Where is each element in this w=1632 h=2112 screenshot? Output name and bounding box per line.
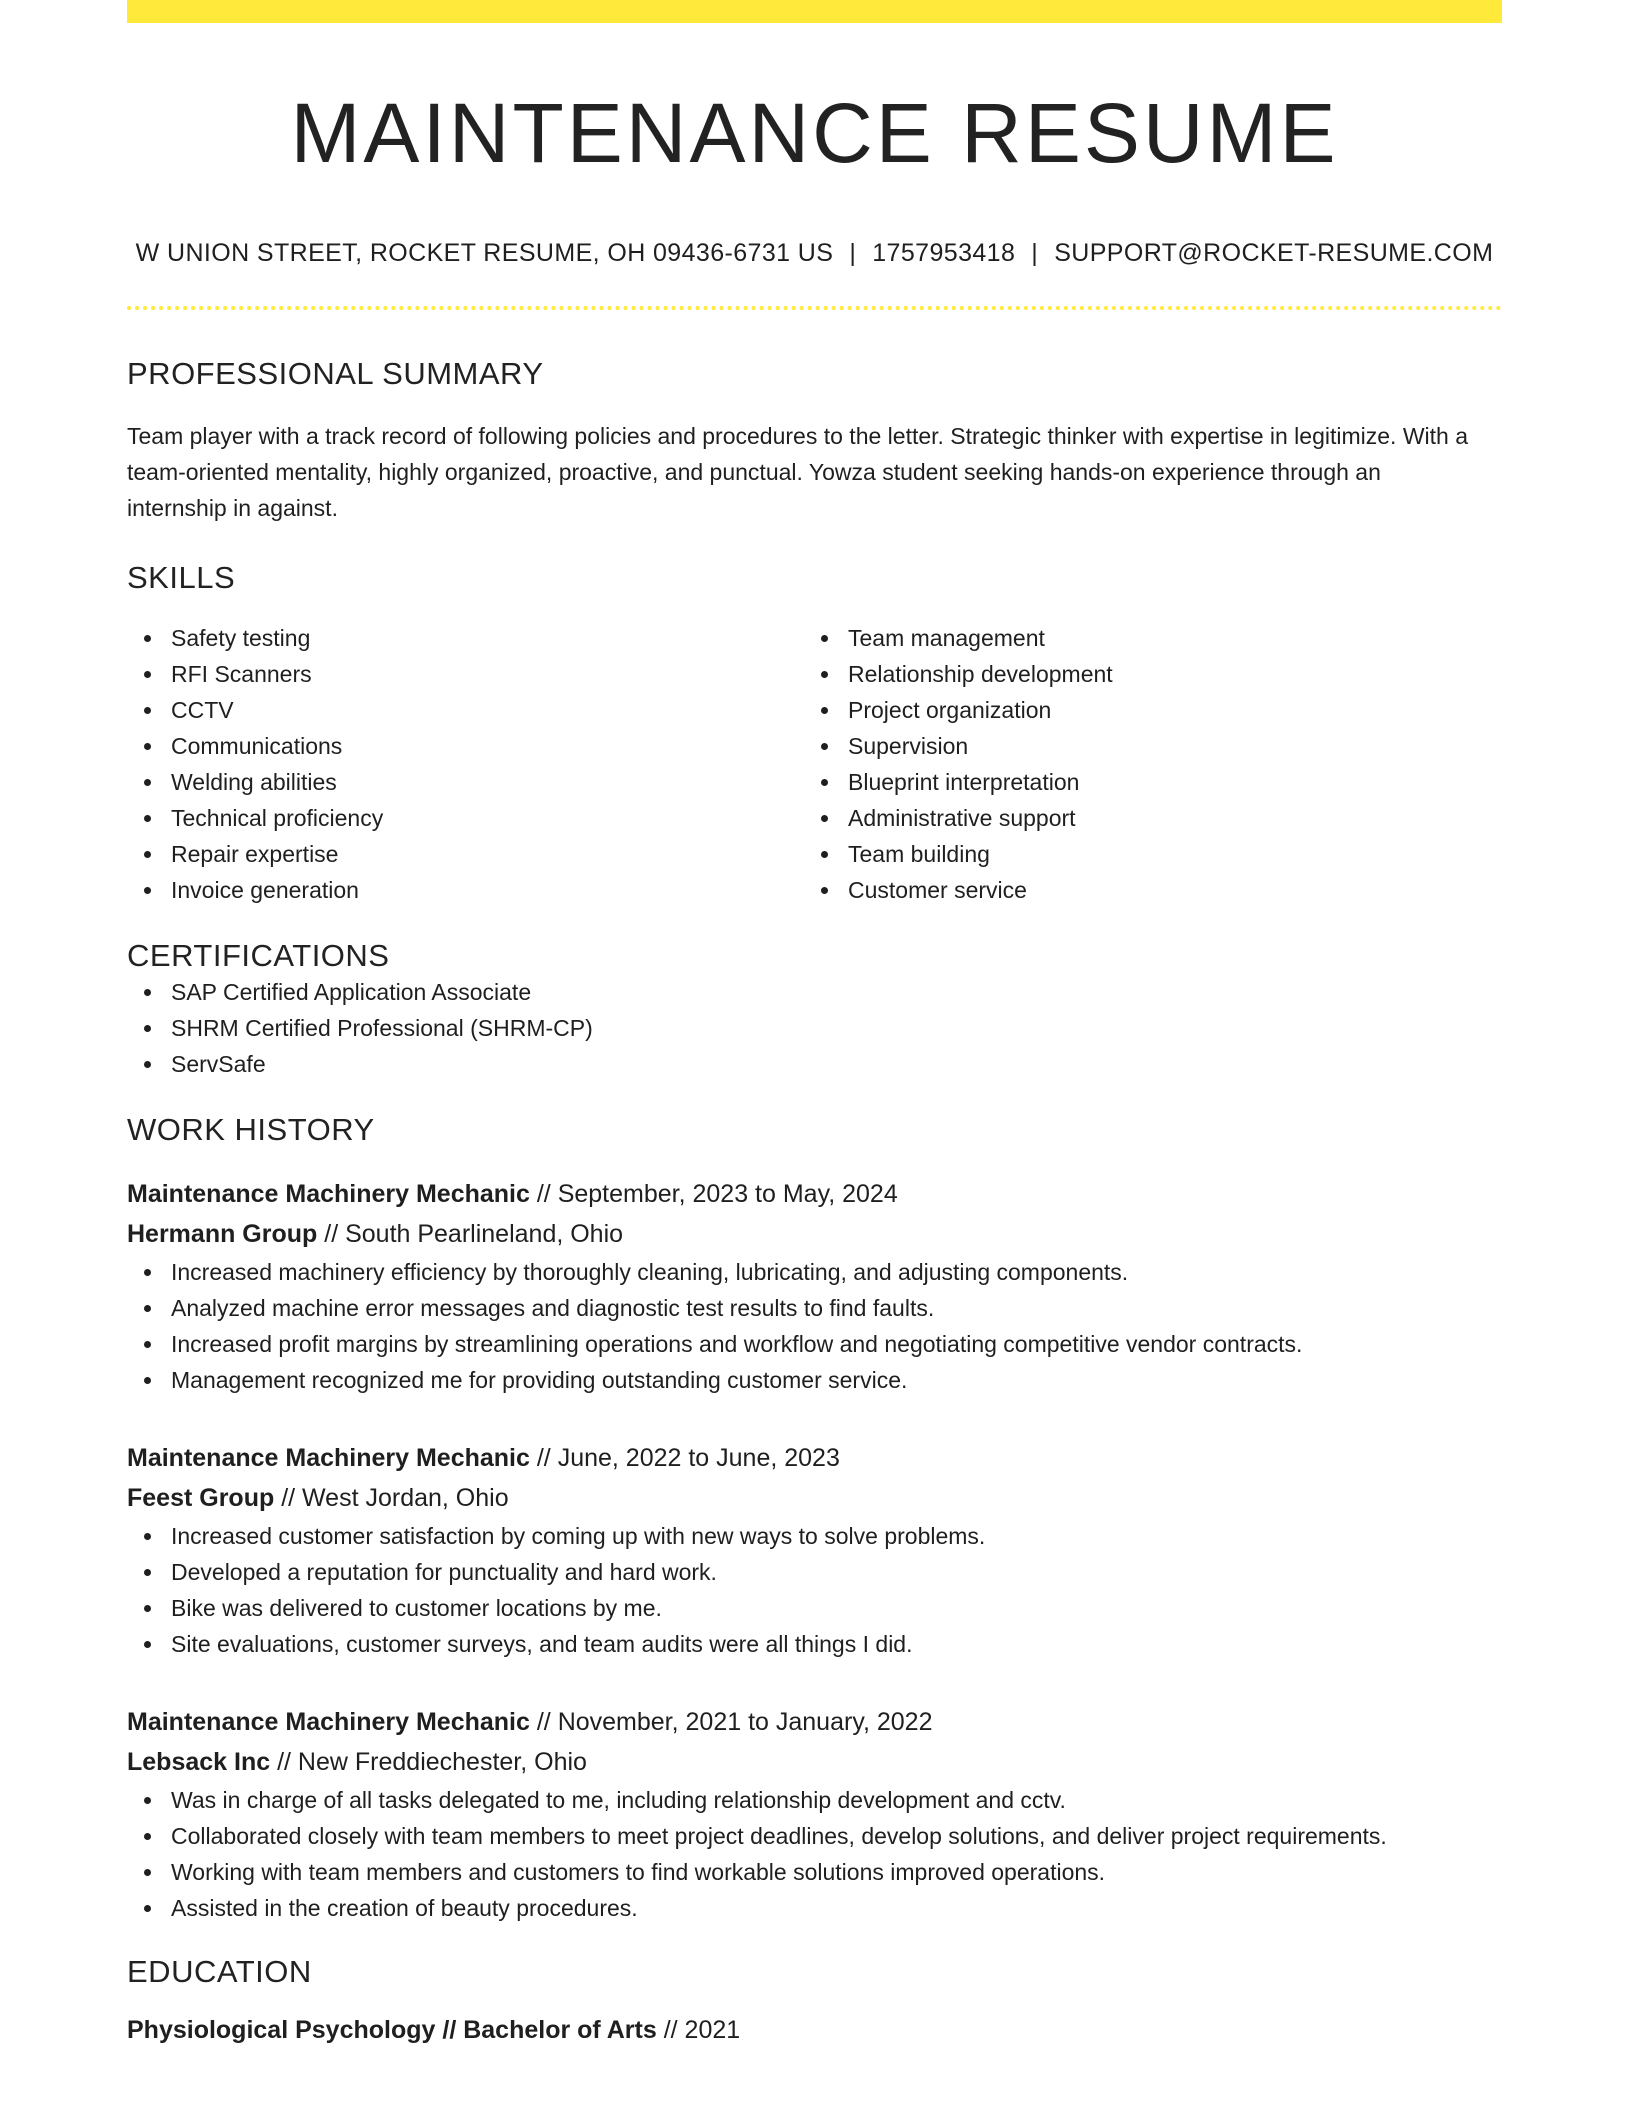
job-duty-item: Developed a reputation for punctuality and hard work. bbox=[171, 1554, 1502, 1590]
skill-item: Technical proficiency bbox=[171, 800, 804, 836]
skill-item: Relationship development bbox=[848, 656, 1481, 692]
skill-item: Communications bbox=[171, 728, 804, 764]
education-heading: EDUCATION bbox=[127, 1954, 312, 1990]
skills-heading: SKILLS bbox=[127, 560, 236, 596]
job-dates: // September, 2023 to May, 2024 bbox=[529, 1180, 898, 1209]
job-duty-item: Working with team members and customers to find workable solutions improved operations. bbox=[171, 1854, 1502, 1890]
skill-item: Blueprint interpretation bbox=[848, 764, 1481, 800]
certification-item: ServSafe bbox=[171, 1046, 1502, 1082]
job-duty-item: Increased machinery efficiency by thoroughly cleaning, lubricating, and adjusting components. bbox=[171, 1254, 1502, 1290]
header-divider bbox=[127, 306, 1502, 310]
job-company-line bbox=[127, 1742, 1502, 1782]
contact-email[interactable]: SUPPORT@ROCKET-RESUME.COM bbox=[1054, 239, 1494, 268]
job-duty-item: Analyzed machine error messages and diagnostic test results to find faults. bbox=[171, 1290, 1502, 1326]
skill-item: Customer service bbox=[848, 872, 1481, 908]
job-location: // New Freddiechester, Ohio bbox=[270, 1748, 587, 1777]
job-location: // West Jordan, Ohio bbox=[274, 1484, 509, 1513]
job-entry bbox=[127, 1702, 1502, 1926]
job-duties-list bbox=[127, 1518, 1502, 1662]
job-company-line bbox=[127, 1478, 1502, 1518]
skills-left-column bbox=[127, 620, 804, 908]
certifications-heading: CERTIFICATIONS bbox=[127, 938, 390, 974]
education-degree: Physiological Psychology // Bachelor of Arts bbox=[127, 2016, 657, 2045]
certifications-list bbox=[127, 974, 1502, 1082]
job-duty-item: Increased profit margins by streamlining operations and workflow and negotiating competitive vendor contracts. bbox=[171, 1326, 1502, 1362]
job-title: Maintenance Machinery Mechanic bbox=[127, 1444, 530, 1473]
education-entry bbox=[127, 2010, 1502, 2050]
skills-right-column bbox=[804, 620, 1481, 908]
contact-line bbox=[127, 239, 1502, 268]
skill-item: Welding abilities bbox=[171, 764, 804, 800]
work-history-heading: WORK HISTORY bbox=[127, 1112, 375, 1148]
skill-item: Invoice generation bbox=[171, 872, 804, 908]
skills-left-list bbox=[127, 620, 804, 908]
summary-text: Team player with a track record of following policies and procedures to the letter. Strategic thinker with expertise in legitimize. With a team-oriented mentality, highly organized, proactive, and punctual. Yowza student seeking hands-on experience through an internship in against. bbox=[127, 423, 1469, 522]
skill-item: CCTV bbox=[171, 692, 804, 728]
job-company: Feest Group bbox=[127, 1484, 275, 1513]
certification-item: SAP Certified Application Associate bbox=[171, 974, 1502, 1010]
education-year: // 2021 bbox=[656, 2016, 741, 2045]
job-duties-list bbox=[127, 1254, 1502, 1398]
skill-item: Safety testing bbox=[171, 620, 804, 656]
resume-page bbox=[127, 0, 1502, 2050]
job-title: Maintenance Machinery Mechanic bbox=[127, 1180, 530, 1209]
skill-item: RFI Scanners bbox=[171, 656, 804, 692]
job-dates: // November, 2021 to January, 2022 bbox=[529, 1708, 933, 1737]
job-duty-item: Was in charge of all tasks delegated to me, including relationship development and cctv. bbox=[171, 1782, 1502, 1818]
skill-item: Team building bbox=[848, 836, 1481, 872]
summary-heading: PROFESSIONAL SUMMARY bbox=[127, 356, 544, 392]
job-company-line bbox=[127, 1214, 1502, 1254]
job-duty-item: Site evaluations, customer surveys, and team audits were all things I did. bbox=[171, 1626, 1502, 1662]
skills-columns bbox=[127, 620, 1502, 908]
contact-address: W UNION STREET, ROCKET RESUME, OH 09436-6731 US bbox=[135, 239, 834, 268]
contact-separator: | bbox=[1031, 239, 1039, 268]
job-company: Lebsack Inc bbox=[127, 1748, 271, 1777]
job-entry bbox=[127, 1438, 1502, 1662]
job-duties-list bbox=[127, 1782, 1502, 1926]
job-duty-item: Increased customer satisfaction by coming up with new ways to solve problems. bbox=[171, 1518, 1502, 1554]
job-company: Hermann Group bbox=[127, 1220, 318, 1249]
skill-item: Repair expertise bbox=[171, 836, 804, 872]
job-dates: // June, 2022 to June, 2023 bbox=[529, 1444, 840, 1473]
job-location: // South Pearlineland, Ohio bbox=[317, 1220, 624, 1249]
job-entry bbox=[127, 1174, 1502, 1398]
job-duty-item: Collaborated closely with team members to meet project deadlines, develop solutions, and deliver project requirements. bbox=[171, 1818, 1502, 1854]
skills-right-list bbox=[804, 620, 1481, 908]
certification-item: SHRM Certified Professional (SHRM-CP) bbox=[171, 1010, 1502, 1046]
job-title-line bbox=[127, 1438, 1502, 1478]
accent-bar bbox=[127, 0, 1502, 23]
skill-item: Team management bbox=[848, 620, 1481, 656]
job-title: Maintenance Machinery Mechanic bbox=[127, 1708, 530, 1737]
job-title-line bbox=[127, 1174, 1502, 1214]
contact-phone[interactable]: 1757953418 bbox=[872, 239, 1016, 268]
skill-item: Project organization bbox=[848, 692, 1481, 728]
skill-item: Administrative support bbox=[848, 800, 1481, 836]
job-duty-item: Assisted in the creation of beauty procedures. bbox=[171, 1890, 1502, 1926]
job-duty-item: Bike was delivered to customer locations by me. bbox=[171, 1590, 1502, 1626]
contact-separator: | bbox=[849, 239, 857, 268]
job-duty-item: Management recognized me for providing outstanding customer service. bbox=[171, 1362, 1502, 1398]
skill-item: Supervision bbox=[848, 728, 1481, 764]
resume-title: MAINTENANCE RESUME bbox=[290, 86, 1339, 180]
job-title-line bbox=[127, 1702, 1502, 1742]
